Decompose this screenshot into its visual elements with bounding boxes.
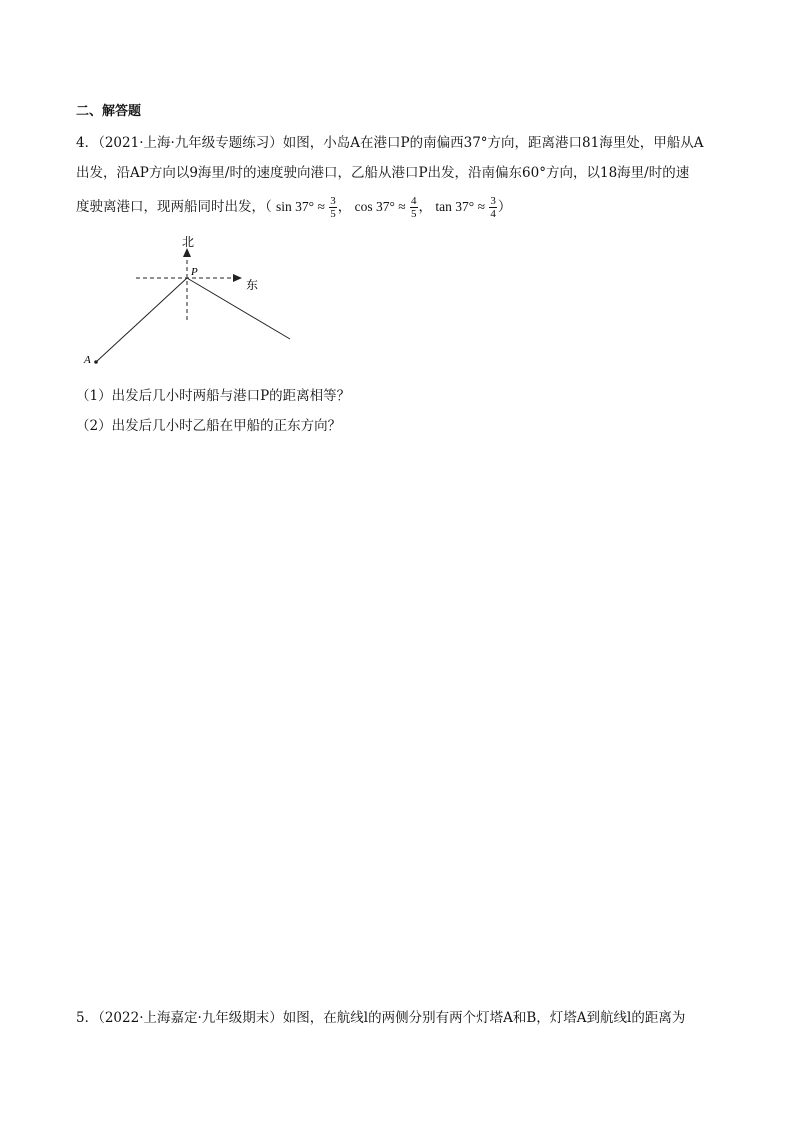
question-4-line-2: 出发，沿AP方向以9海里/时的速度驶向港口，乙船从港口P出发，沿南偏东60°方向，以18海里/时的速 — [76, 165, 690, 181]
tan-numerator: 3 — [490, 195, 496, 208]
tan-denominator: 4 — [490, 208, 496, 221]
question-5-line-1: 5．（2022·上海嘉定·九年级期末）如图，在航线l的两侧分别有两个灯塔A和B，灯塔A到航线l的距离为 — [76, 1010, 686, 1026]
cos-approx — [354, 195, 436, 221]
east-arrow-icon — [233, 274, 242, 282]
north-label: 北 — [182, 235, 195, 249]
separator: ） — [497, 199, 512, 214]
question-4-subquestion-1: （1）出发后几小时两船与港口P的距离相等？ — [76, 388, 351, 404]
tan-fraction — [489, 195, 497, 220]
question-4-subquestion-2: （2）出发后几小时乙船在甲船的正东方向？ — [76, 418, 342, 434]
segment-pa — [96, 278, 187, 362]
question-4-figure — [76, 232, 316, 372]
east-label: 东 — [246, 278, 259, 292]
sin-label: sin 37° ≈ — [276, 199, 325, 214]
cos-numerator: 4 — [411, 195, 417, 208]
sin-numerator: 3 — [330, 195, 336, 208]
question-4-line-3-text: 度驶离港口，现两船同时出发，（ — [76, 199, 272, 215]
tan-label: tan 37° ≈ — [435, 199, 485, 214]
sin-fraction — [329, 195, 337, 220]
section-title: 二、解答题 — [76, 104, 142, 119]
segment-p-southeast — [187, 278, 290, 339]
north-arrow-icon — [183, 248, 191, 257]
question-4-line-3 — [76, 192, 726, 222]
question-4-line-1: 4．（2021·上海·九年级专题练习）如图，小岛A在港口P的南偏西37°方向，距离港口81海里处，甲船从A — [76, 135, 704, 151]
tan-approx — [435, 195, 512, 221]
cos-fraction — [410, 195, 418, 220]
point-a-dot — [94, 360, 98, 364]
cos-denominator: 5 — [411, 208, 417, 221]
separator: ， — [418, 199, 433, 214]
sin-approx — [276, 195, 355, 221]
point-a-label: A — [84, 354, 91, 366]
separator: ， — [337, 199, 352, 214]
sin-denominator: 5 — [330, 208, 336, 221]
cos-label: cos 37° ≈ — [354, 199, 406, 214]
point-p-label: P — [191, 266, 198, 278]
